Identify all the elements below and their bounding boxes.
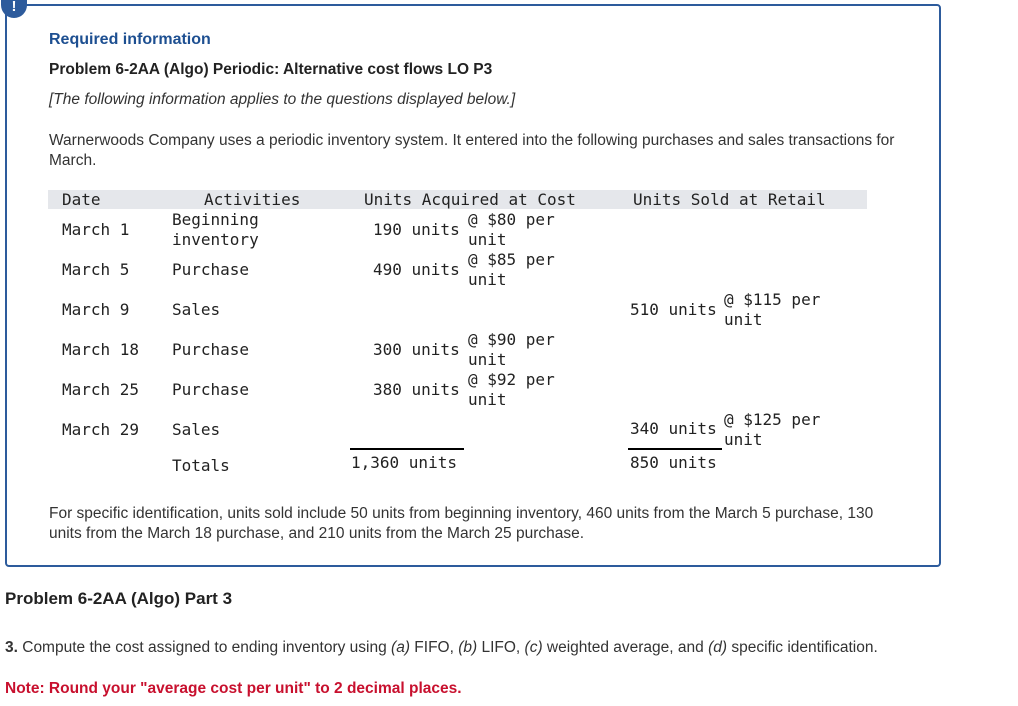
date-cell: March 1 [62,220,130,239]
alert-icon: ! [1,0,27,18]
acquired-cost [468,210,555,250]
label-c: (c) [524,639,543,656]
header-activities: Activities [204,190,301,209]
activity-cell: Purchase [172,380,250,399]
header-units-sold: Units Sold at Retail [633,190,826,209]
specific-identification-note: For specific identification, units sold include 50 units from beginning inventory, 460 units from the March 5 purchase, 130 units from the March 18 purchase, and 210 units from the March 25 purchase. [49,505,874,542]
activity-cell: Sales [172,300,221,319]
activity-cell: Sales [172,420,221,439]
header-units-acquired: Units Acquired at Cost [364,190,576,209]
activity-cell: Purchase [172,340,250,359]
acquired-units: 190 units [373,220,460,239]
price-line: @ $115 per [724,290,821,309]
header-date: Date [62,190,101,209]
total-acquired: 1,360 units [351,453,457,472]
price-line: unit [724,430,763,449]
question-segment: FIFO, [409,639,459,656]
cost-line: unit [468,270,507,289]
date-cell: March 29 [62,420,140,439]
question-number: 3. [5,639,18,656]
activity-line: Beginning [172,210,259,229]
date-cell: March 18 [62,340,140,359]
sold-price [724,410,820,450]
date-cell: March 25 [62,380,140,399]
totals-label: Totals [172,456,230,475]
cost-line: @ $90 per [468,330,555,349]
label-a: (a) [391,639,410,656]
required-info-heading: Required information [49,31,211,48]
price-line: unit [724,310,763,329]
sold-price [724,290,820,330]
question-segment: LIFO, [477,639,525,656]
question-text [5,638,905,658]
question-segment: specific identification. [727,639,878,656]
total-sold-underline [628,448,722,450]
activity-cell: Purchase [172,260,250,279]
total-acquired-underline [350,448,464,450]
cost-line: unit [468,390,507,409]
activity-line: inventory [172,230,259,249]
date-cell: March 9 [62,300,130,319]
part-title: Problem 6-2AA (Algo) Part 3 [5,589,233,608]
acquired-units: 380 units [373,380,460,399]
cost-line: unit [468,350,507,369]
cost-line: @ $85 per [468,250,555,269]
label-b: (b) [458,639,478,656]
activity-cell [172,210,259,250]
sold-units: 510 units [630,300,717,319]
rounding-note: Note: Round your "average cost per unit" to 2 decimal places. [5,680,462,697]
intro-text: Warnerwoods Company uses a periodic inventory system. It entered into the following purchases and sales transactions for March. [49,132,895,169]
label-d: (d) [708,639,728,656]
cost-line: unit [468,230,507,249]
problem-title: Problem 6-2AA (Algo) Periodic: Alternative cost flows LO P3 [49,61,493,78]
price-line: @ $125 per [724,410,821,429]
acquired-cost [468,370,555,410]
acquired-cost [468,330,555,370]
cost-line: @ $80 per [468,210,555,229]
acquired-units: 490 units [373,260,460,279]
sold-units: 340 units [630,419,717,438]
acquired-cost [468,250,555,290]
date-cell: March 5 [62,260,130,279]
acquired-units: 300 units [373,340,460,359]
cost-line: @ $92 per [468,370,555,389]
question-segment: Compute the cost assigned to ending inventory using [17,639,392,656]
applies-note: [The following information applies to the questions displayed below.] [49,91,516,108]
question-segment: weighted average, and [542,639,709,656]
total-sold: 850 units [630,453,717,472]
